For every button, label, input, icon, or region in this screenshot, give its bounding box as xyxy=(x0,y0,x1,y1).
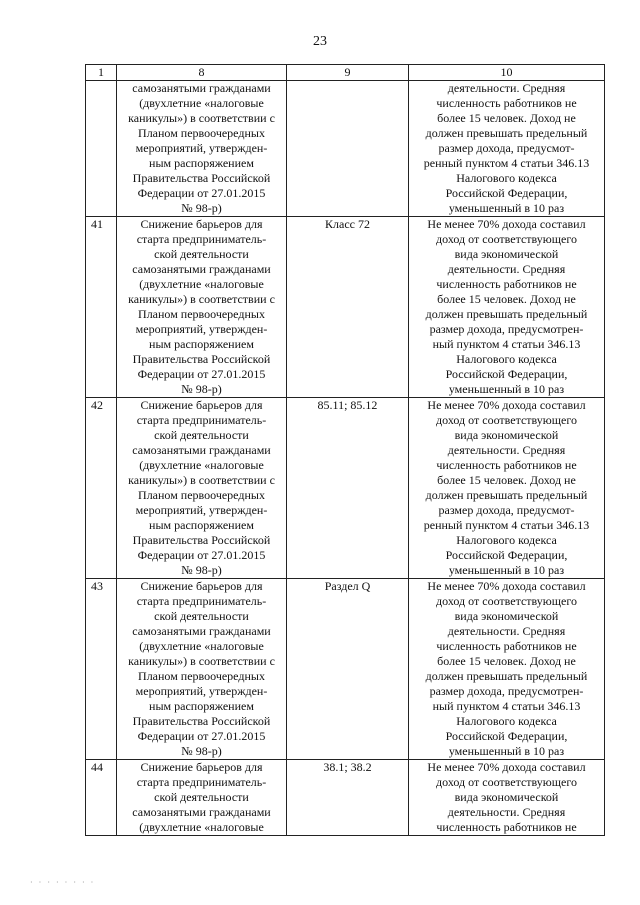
text-line: вида экономической xyxy=(454,247,559,261)
text-line: Планом первоочередных xyxy=(138,126,265,140)
text-line: старта предприниматель- xyxy=(136,775,267,789)
text-line: вида экономической xyxy=(454,609,559,623)
text-line: ской деятельности xyxy=(154,428,249,442)
text-line: старта предприниматель- xyxy=(136,413,267,427)
text-line: Планом первоочередных xyxy=(138,488,265,502)
text-line: (двухлетние «налоговые xyxy=(139,96,264,110)
text-line: каникулы») в соответствии с xyxy=(128,473,275,487)
text-line: Снижение барьеров для xyxy=(140,398,263,412)
header-col-10: 10 xyxy=(409,65,605,81)
text-line: численность работников не xyxy=(436,820,577,834)
text-line: доход от соответствующего xyxy=(436,413,577,427)
text-line: ным распоряжением xyxy=(149,337,254,351)
text-line: деятельности. Средняя xyxy=(447,81,566,95)
text-line: Правительства Российской xyxy=(132,171,271,185)
table-header-row xyxy=(86,65,605,81)
text-line: мероприятий, утвержден- xyxy=(135,684,268,698)
text-line: № 98-р) xyxy=(181,744,222,758)
text-line: должен превышать предельный xyxy=(425,307,588,321)
text-line: ным распоряжением xyxy=(149,699,254,713)
scan-artifact: · · · · · · · · xyxy=(30,878,96,887)
text-line: Налогового кодекса xyxy=(456,171,557,185)
text-line: Не менее 70% дохода составил xyxy=(427,579,586,593)
text-line: более 15 человек. Доход не xyxy=(437,111,576,125)
text-line: деятельности. Средняя xyxy=(447,624,566,638)
text-line: Налогового кодекса xyxy=(456,533,557,547)
text-line: размер дохода, предусмот- xyxy=(438,141,575,155)
row-number-cell: 43 xyxy=(86,579,117,760)
table-row xyxy=(86,398,605,579)
text-line: старта предприниматель- xyxy=(136,232,267,246)
table-row xyxy=(86,579,605,760)
text-line: доход от соответствующего xyxy=(436,594,577,608)
text-line: деятельности. Средняя xyxy=(447,805,566,819)
row-number-cell: 41 xyxy=(86,217,117,398)
text-line: доход от соответствующего xyxy=(436,775,577,789)
measure-cell xyxy=(117,398,287,579)
activity-code-cell xyxy=(287,81,409,217)
text-line: уменьшенный в 10 раз xyxy=(448,744,565,758)
activity-code-cell: Класс 72 xyxy=(287,217,409,398)
text-line: самозанятыми гражданами xyxy=(132,81,271,95)
text-line: (двухлетние «налоговые xyxy=(139,820,264,834)
text-line: самозанятыми гражданами xyxy=(132,443,271,457)
text-line: размер дохода, предусмот- xyxy=(438,503,575,517)
text-line: Снижение барьеров для xyxy=(140,579,263,593)
text-line: более 15 человек. Доход не xyxy=(437,473,576,487)
text-line: ской деятельности xyxy=(154,247,249,261)
text-line: ской деятельности xyxy=(154,790,249,804)
text-line: ным распоряжением xyxy=(149,518,254,532)
text-line: ской деятельности xyxy=(154,609,249,623)
criteria-cell xyxy=(409,579,605,760)
measure-cell xyxy=(117,81,287,217)
text-line: Не менее 70% дохода составил xyxy=(427,398,586,412)
text-line: деятельности. Средняя xyxy=(447,262,566,276)
row-number-cell xyxy=(86,81,117,217)
criteria-cell xyxy=(409,760,605,836)
text-line: самозанятыми гражданами xyxy=(132,624,271,638)
text-line: численность работников не xyxy=(436,277,577,291)
text-line: ным распоряжением xyxy=(149,156,254,170)
text-line: (двухлетние «налоговые xyxy=(139,639,264,653)
text-line: вида экономической xyxy=(454,428,559,442)
text-line: ренный пунктом 4 статьи 346.13 xyxy=(423,156,590,170)
header-col-9: 9 xyxy=(287,65,409,81)
text-line: Налогового кодекса xyxy=(456,714,557,728)
text-line: Правительства Российской xyxy=(132,352,271,366)
text-line: Не менее 70% дохода составил xyxy=(427,217,586,231)
text-line: Снижение барьеров для xyxy=(140,760,263,774)
text-line: мероприятий, утвержден- xyxy=(135,503,268,517)
text-line: уменьшенный в 10 раз xyxy=(448,382,565,396)
text-line: вида экономической xyxy=(454,790,559,804)
activity-code-cell: 38.1; 38.2 xyxy=(287,760,409,836)
text-line: Не менее 70% дохода составил xyxy=(427,760,586,774)
text-line: численность работников не xyxy=(436,639,577,653)
text-line: № 98-р) xyxy=(181,201,222,215)
text-line: Федерации от 27.01.2015 xyxy=(137,548,266,562)
text-line: Российской Федерации, xyxy=(445,548,568,562)
text-line: каникулы») в соответствии с xyxy=(128,654,275,668)
text-line: Российской Федерации, xyxy=(445,729,568,743)
table-row xyxy=(86,217,605,398)
text-line: Планом первоочередных xyxy=(138,669,265,683)
text-line: № 98-р) xyxy=(181,563,222,577)
text-line: Федерации от 27.01.2015 xyxy=(137,729,266,743)
text-line: Федерации от 27.01.2015 xyxy=(137,367,266,381)
text-line: каникулы») в соответствии с xyxy=(128,111,275,125)
text-line: ный пунктом 4 статьи 346.13 xyxy=(432,699,581,713)
text-line: уменьшенный в 10 раз xyxy=(448,563,565,577)
text-line: Налогового кодекса xyxy=(456,352,557,366)
text-line: деятельности. Средняя xyxy=(447,443,566,457)
measure-cell xyxy=(117,217,287,398)
text-line: мероприятий, утвержден- xyxy=(135,322,268,336)
text-line: Федерации от 27.01.2015 xyxy=(137,186,266,200)
text-line: Правительства Российской xyxy=(132,533,271,547)
text-line: Снижение барьеров для xyxy=(140,217,263,231)
text-line: численность работников не xyxy=(436,96,577,110)
text-line: ренный пунктом 4 статьи 346.13 xyxy=(423,518,590,532)
text-line: ный пунктом 4 статьи 346.13 xyxy=(432,337,581,351)
activity-code-cell: 85.11; 85.12 xyxy=(287,398,409,579)
text-line: самозанятыми гражданами xyxy=(132,262,271,276)
document-table xyxy=(85,64,605,836)
text-line: № 98-р) xyxy=(181,382,222,396)
text-line: Планом первоочередных xyxy=(138,307,265,321)
text-line: должен превышать предельный xyxy=(425,669,588,683)
text-line: Российской Федерации, xyxy=(445,367,568,381)
text-line: старта предприниматель- xyxy=(136,594,267,608)
text-line: Правительства Российской xyxy=(132,714,271,728)
criteria-cell xyxy=(409,398,605,579)
text-line: должен превышать предельный xyxy=(425,488,588,502)
table-row xyxy=(86,760,605,836)
page-number: 23 xyxy=(313,34,327,49)
row-number-cell: 44 xyxy=(86,760,117,836)
continuation-row xyxy=(86,81,605,217)
text-line: Российской Федерации, xyxy=(445,186,568,200)
text-line: более 15 человек. Доход не xyxy=(437,292,576,306)
text-line: уменьшенный в 10 раз xyxy=(448,201,565,215)
text-line: размер дохода, предусмотрен- xyxy=(429,322,584,336)
measure-cell xyxy=(117,579,287,760)
criteria-cell xyxy=(409,217,605,398)
text-line: мероприятий, утвержден- xyxy=(135,141,268,155)
row-number-cell: 42 xyxy=(86,398,117,579)
text-line: численность работников не xyxy=(436,458,577,472)
text-line: доход от соответствующего xyxy=(436,232,577,246)
header-col-1: 1 xyxy=(86,65,117,81)
text-line: должен превышать предельный xyxy=(425,126,588,140)
text-line: самозанятыми гражданами xyxy=(132,805,271,819)
text-line: (двухлетние «налоговые xyxy=(139,277,264,291)
criteria-cell xyxy=(409,81,605,217)
text-line: более 15 человек. Доход не xyxy=(437,654,576,668)
text-line: (двухлетние «налоговые xyxy=(139,458,264,472)
text-line: каникулы») в соответствии с xyxy=(128,292,275,306)
text-line: размер дохода, предусмотрен- xyxy=(429,684,584,698)
header-col-8: 8 xyxy=(117,65,287,81)
activity-code-cell: Раздел Q xyxy=(287,579,409,760)
measure-cell xyxy=(117,760,287,836)
